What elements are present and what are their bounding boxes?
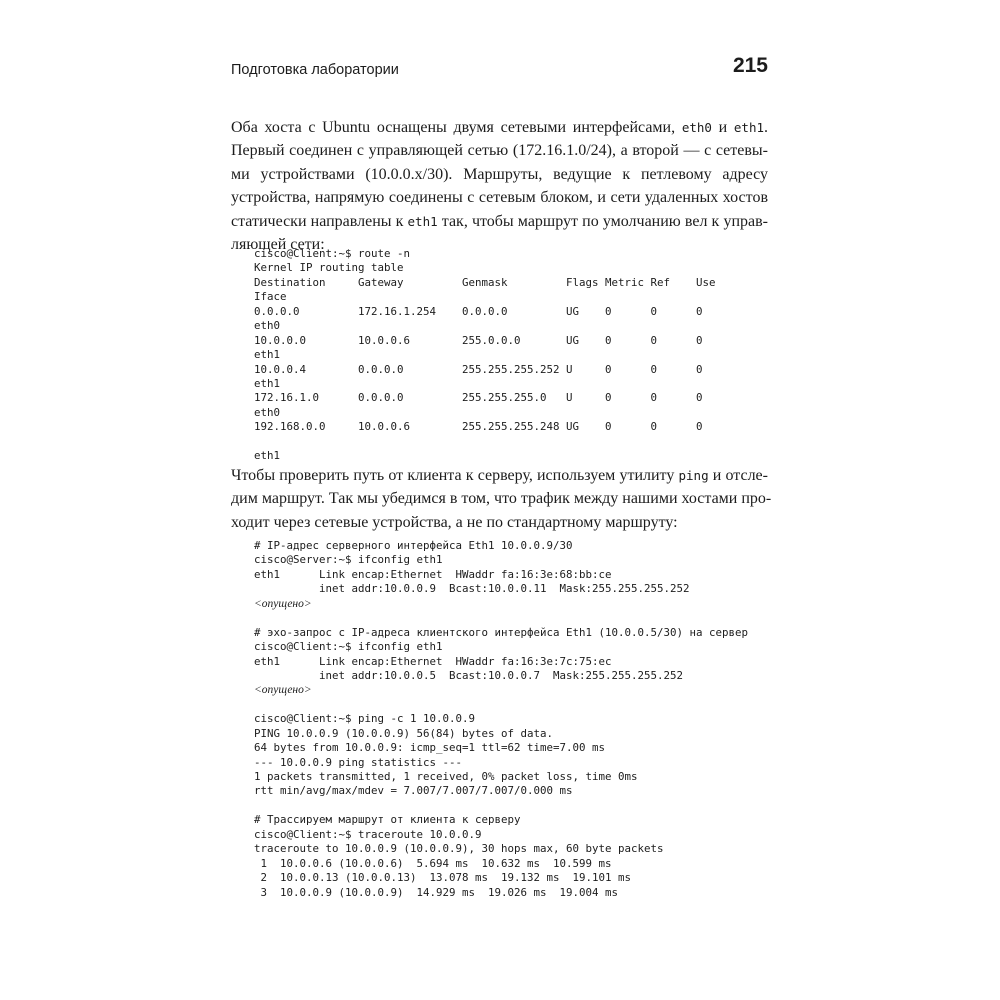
code-line: 172.16.1.0 0.0.0.0 255.255.255.0 U 0 0 0 (254, 391, 703, 405)
text-run: Чтобы проверить путь от клиента к серверу, используем утилиту (231, 467, 679, 484)
code-line: PING 10.0.0.9 (10.0.0.9) 56(84) bytes of data. (254, 726, 554, 740)
inline-code: eth0 (681, 120, 712, 135)
text-line (231, 487, 772, 510)
code-line: 1 packets transmitted, 1 received, 0% packet loss, time 0ms (254, 770, 638, 783)
code-line: eth1 (254, 449, 281, 463)
code-line: 2 10.0.0.13 (10.0.0.13) 13.078 ms 19.132 ms 19.101 ms (254, 871, 632, 885)
code-line: Destination Gateway Genmask Flags Metric Ref Use (254, 275, 716, 289)
text-line (231, 210, 768, 233)
inline-code: eth1 (407, 213, 438, 229)
text-run: устройства, напрямую соединены с сетевым блоком, и сети удаленных хостов (231, 189, 768, 207)
code-line: # эхо-запрос с IP-адреса клиентского интерфейса Eth1 (10.0.0.5/30) на сервер (254, 625, 749, 639)
code-line: 0.0.0.0 172.16.1.254 0.0.0.0 UG 0 0 0 (254, 304, 703, 318)
code-line: eth1 (254, 376, 281, 390)
text-line (231, 116, 768, 139)
code-line: # IP-адрес серверного интерфейса Eth1 10.0.0.9/30 (254, 539, 573, 552)
page-number: 215 (732, 54, 768, 77)
commands-listing (254, 539, 748, 900)
text-run: Первый соединен с управляющей сетью (172.16.1.0/24), а второй — с сетевы- (231, 142, 768, 160)
code-line: cisco@Client:~$ traceroute 10.0.0.9 (254, 827, 482, 841)
code-line (254, 435, 716, 449)
text-run: статически направлены к (231, 212, 408, 230)
text-run: и (711, 119, 734, 136)
running-title: Подготовка лаборатории (231, 62, 399, 78)
code-line: inet addr:10.0.0.5 Bcast:10.0.0.7 Mask:255.255.255.252 (254, 668, 684, 682)
code-line (254, 698, 748, 712)
code-line: eth1 Link encap:Ethernet HWaddr fa:16:3e:7c:75:ec (254, 654, 612, 668)
code-line: inet addr:10.0.0.9 Bcast:10.0.0.11 Mask:255.255.255.252 (254, 582, 690, 596)
code-line: eth0 (254, 405, 281, 419)
code-line: # Трассируем маршрут от клиента к серверу (254, 813, 521, 827)
code-line: 1 10.0.0.6 (10.0.0.6) 5.694 ms 10.632 ms 10.599 ms (254, 856, 612, 870)
page-header (231, 54, 768, 84)
code-line: cisco@Server:~$ ifconfig eth1 (254, 553, 443, 567)
code-line: 3 10.0.0.9 (10.0.0.9) 14.929 ms 19.026 ms 19.004 ms (254, 885, 619, 899)
code-line: rtt min/avg/max/mdev = 7.007/7.007/7.007/0.000 ms (254, 784, 573, 798)
code-line: eth0 (254, 319, 281, 333)
text-run: Оба хоста с Ubuntu оснащены двумя сетевыми интерфейсами, (231, 119, 682, 136)
code-line: 10.0.0.4 0.0.0.0 255.255.255.252 U 0 0 0 (254, 362, 703, 376)
intro-paragraph (231, 116, 768, 256)
code-line: cisco@Client:~$ route -n (254, 247, 411, 260)
text-line (231, 511, 768, 534)
code-line: Iface (254, 290, 287, 304)
code-line: eth1 Link encap:Ethernet HWaddr fa:16:3e:68:bb:ce (254, 567, 612, 581)
omitted-marker: <опущено> (254, 597, 312, 610)
inline-code: ping (678, 468, 709, 483)
text-line (231, 163, 768, 186)
omitted-marker: <опущено> (254, 684, 312, 697)
text-run: ми устройствами (10.0.0.x/30). Маршруты, ведущие к петлевому адресу (231, 165, 768, 183)
code-line (254, 799, 748, 813)
inline-code: eth1 (733, 120, 765, 135)
code-line: 64 bytes from 10.0.0.9: icmp_seq=1 ttl=62 time=7.00 ms (254, 741, 606, 755)
code-line: --- 10.0.0.9 ping statistics --- (254, 755, 463, 769)
code-line: 10.0.0.0 10.0.0.6 255.0.0.0 UG 0 0 0 (254, 333, 703, 347)
code-line: Kernel IP routing table (254, 261, 404, 275)
text-run: ходит через сетевые устройства, а не по стандартному маршруту: (231, 513, 678, 531)
route-table-listing (254, 247, 716, 464)
code-line (254, 611, 748, 625)
text-run: дим маршрут. Так мы убедимся в том, что трафик между нашими хостами про- (231, 490, 772, 508)
ping-traceroute-paragraph (231, 464, 772, 534)
code-line: cisco@Client:~$ ifconfig eth1 (254, 640, 443, 654)
text-run: так, чтобы маршрут по умолчанию вел к управ- (437, 212, 768, 230)
code-line: 192.168.0.0 10.0.0.6 255.255.255.248 UG 0 0 0 (254, 420, 703, 434)
code-line: traceroute to 10.0.0.9 (10.0.0.9), 30 hops max, 60 byte packets (254, 842, 664, 856)
text-line (231, 186, 768, 209)
text-run: . (764, 119, 769, 136)
text-run: ляющей сети: (231, 236, 325, 254)
code-line: cisco@Client:~$ ping -c 1 10.0.0.9 (254, 712, 476, 726)
text-line (231, 464, 768, 487)
text-run: и отсле- (708, 467, 768, 484)
text-line (231, 139, 768, 162)
code-line: eth1 (254, 348, 281, 362)
